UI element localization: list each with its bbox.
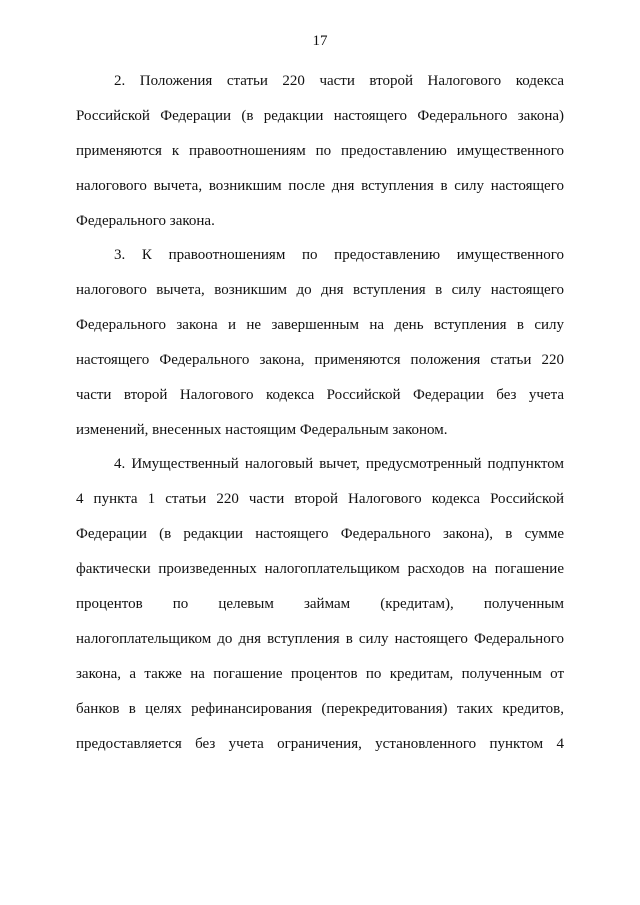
text-line: налогового вычета, возникшим до дня вступления в силу настоящего xyxy=(76,282,564,298)
text-line: 2. Положения статьи 220 части второй Налогового кодекса xyxy=(114,73,564,89)
text-line: 4. Имущественный налоговый вычет, предусмотренный подпунктом xyxy=(114,456,564,472)
text-line: настоящего Федерального закона, применяются положения статьи 220 xyxy=(76,352,564,368)
text-line: процентов по целевым займам (кредитам), полученным xyxy=(76,596,564,612)
text-line: части второй Налогового кодекса Российской Федерации без учета xyxy=(76,387,564,403)
text-line: налогоплательщиком до дня вступления в силу настоящего Федерального xyxy=(76,631,564,647)
text-line: Федерального закона. xyxy=(76,213,215,229)
text-line: закона, а также на погашение процентов по кредитам, полученным от xyxy=(76,666,564,682)
text-line: применяются к правоотношениям по предоставлению имущественного xyxy=(76,143,564,159)
text-line: налогового вычета, возникшим после дня вступления в силу настоящего xyxy=(76,178,564,194)
text-line: банков в целях рефинансирования (перекредитования) таких кредитов, xyxy=(76,701,564,717)
text-line: 4 пункта 1 статьи 220 части второй Налогового кодекса Российской xyxy=(76,491,564,507)
page-number: 17 xyxy=(312,33,328,49)
text-line: 3. К правоотношениям по предоставлению имущественного xyxy=(114,247,564,263)
text-line: Федерации (в редакции настоящего Федерального закона), в сумме xyxy=(76,526,564,542)
text-line: предоставляется без учета ограничения, установленного пунктом 4 xyxy=(76,736,564,752)
text-line: изменений, внесенных настоящим Федеральным законом. xyxy=(76,422,448,438)
text-line: Российской Федерации (в редакции настоящего Федерального закона) xyxy=(76,108,564,124)
text-line: Федерального закона и не завершенным на день вступления в силу xyxy=(76,317,564,333)
text-line: фактически произведенных налогоплательщиком расходов на погашение xyxy=(76,561,564,577)
